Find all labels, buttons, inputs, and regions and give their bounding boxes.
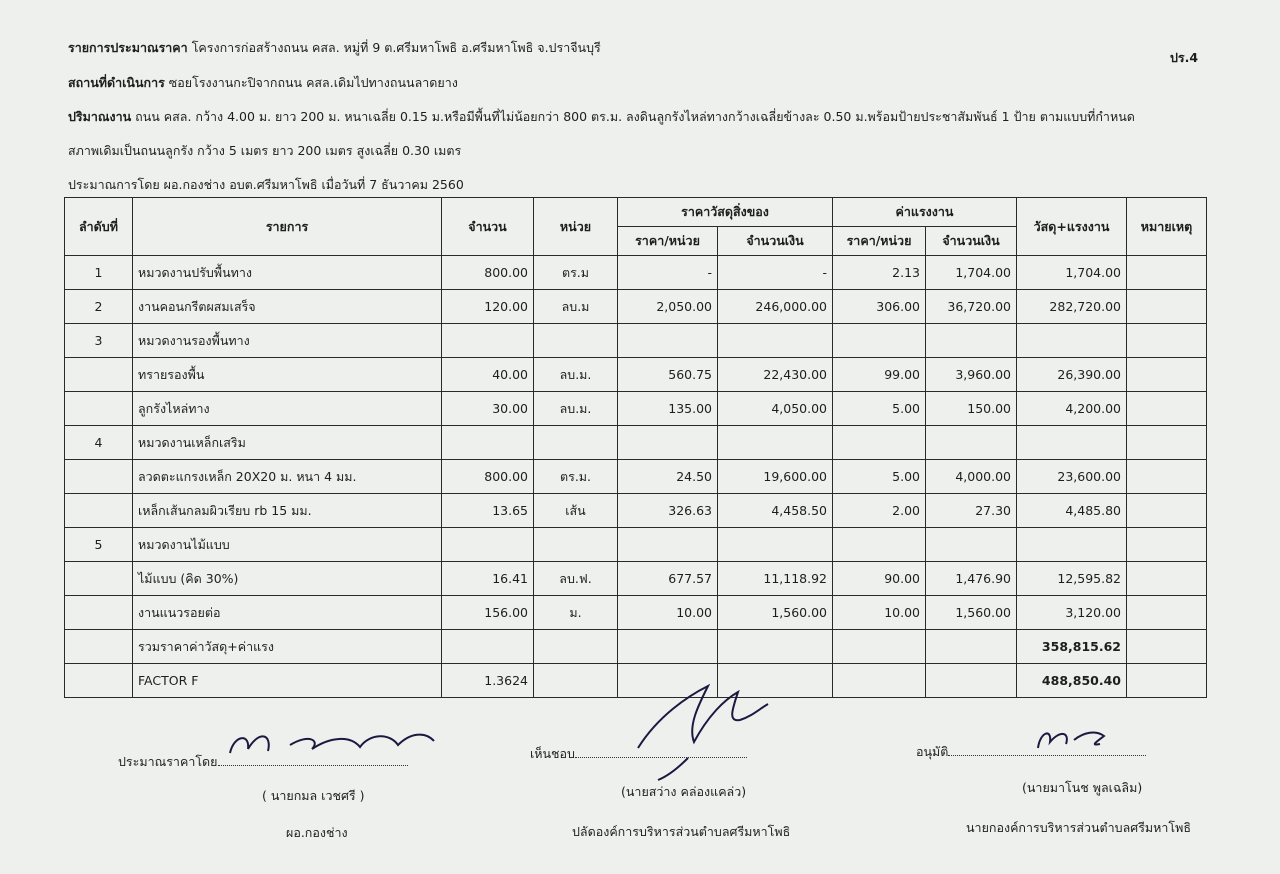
row-item: หมวดงานรองพื้นทาง bbox=[133, 324, 442, 358]
material-group-header: ราคาวัสดุสิ่งของ bbox=[618, 198, 833, 227]
row-mat-amount bbox=[718, 528, 833, 562]
row-lab-price bbox=[833, 324, 926, 358]
sum-blank bbox=[442, 630, 534, 664]
row-lab-price bbox=[833, 426, 926, 460]
row-qty: 16.41 bbox=[442, 562, 534, 596]
row-remark bbox=[1127, 392, 1207, 426]
row-unit bbox=[534, 528, 618, 562]
row-remark bbox=[1127, 460, 1207, 494]
row-item: งานแนวรอยต่อ bbox=[133, 596, 442, 630]
row-lab-amount bbox=[926, 324, 1017, 358]
doc-code: ปร.4 bbox=[1170, 50, 1199, 65]
row-total bbox=[1017, 528, 1127, 562]
row-lab-price: 2.00 bbox=[833, 494, 926, 528]
row-no bbox=[65, 392, 133, 426]
header-line-4: สภาพเดิมเป็นถนนลูกรัง กว้าง 5 เมตร ยาว 200 เมตร สูงเฉลี่ย 0.30 เมตร bbox=[68, 143, 462, 158]
row-mat-price: 10.00 bbox=[618, 596, 718, 630]
row-lab-amount: 27.30 bbox=[926, 494, 1017, 528]
approver2-label: อนุมัติ bbox=[916, 744, 949, 759]
row-lab-price: 99.00 bbox=[833, 358, 926, 392]
sum-blank bbox=[618, 630, 718, 664]
approver1-name: (นายสว่าง คล่องแคล่ว) bbox=[621, 784, 747, 799]
header-line-2-text: ซอยโรงงานกะปิจากถนน คสล.เดิมไปทางถนนลาดยาง bbox=[168, 75, 458, 90]
row-total: 1,704.00 bbox=[1017, 256, 1127, 290]
table-row bbox=[65, 528, 1207, 562]
header-line-1 bbox=[68, 38, 601, 58]
table-row bbox=[65, 562, 1207, 596]
row-remark bbox=[1127, 256, 1207, 290]
factor-blank bbox=[926, 664, 1017, 698]
table-row bbox=[65, 358, 1207, 392]
row-lab-amount: 1,560.00 bbox=[926, 596, 1017, 630]
header-line-5: ประมาณการโดย ผอ.กองช่าง อบต.ศรีมหาโพธิ เมื่อวันที่ 7 ธันวาคม 2560 bbox=[68, 177, 464, 192]
row-remark bbox=[1127, 290, 1207, 324]
sum-row-blank bbox=[65, 630, 133, 664]
row-unit: ม. bbox=[534, 596, 618, 630]
sum-blank bbox=[926, 630, 1017, 664]
row-total: 23,600.00 bbox=[1017, 460, 1127, 494]
row-lab-amount: 36,720.00 bbox=[926, 290, 1017, 324]
row-item: ลวดตะแกรงเหล็ก 20X20 ม. หนา 4 มม. bbox=[133, 460, 442, 494]
row-mat-amount: 1,560.00 bbox=[718, 596, 833, 630]
estimator-name: ( นายกมล เวชศรี ) bbox=[262, 788, 365, 803]
col-item-header: รายการ bbox=[133, 198, 442, 256]
sum-row bbox=[65, 630, 1207, 664]
col-total-header: วัสดุ+แรงงาน bbox=[1017, 198, 1127, 256]
row-mat-amount: - bbox=[718, 256, 833, 290]
estimator-signature bbox=[220, 715, 450, 765]
table-row bbox=[65, 290, 1207, 324]
boq-table bbox=[64, 197, 1207, 698]
estimator-dotted-line bbox=[218, 765, 408, 766]
row-mat-price: 24.50 bbox=[618, 460, 718, 494]
header-line-3 bbox=[68, 107, 1135, 127]
row-mat-price: 2,050.00 bbox=[618, 290, 718, 324]
row-qty: 800.00 bbox=[442, 460, 534, 494]
row-remark bbox=[1127, 528, 1207, 562]
table-row bbox=[65, 460, 1207, 494]
sum-blank bbox=[718, 630, 833, 664]
row-lab-amount: 4,000.00 bbox=[926, 460, 1017, 494]
table-row bbox=[65, 392, 1207, 426]
material-amount-header: จำนวนเงิน bbox=[718, 227, 833, 256]
row-qty: 120.00 bbox=[442, 290, 534, 324]
row-no: 1 bbox=[65, 256, 133, 290]
row-mat-amount: 4,050.00 bbox=[718, 392, 833, 426]
row-lab-amount: 3,960.00 bbox=[926, 358, 1017, 392]
row-mat-price bbox=[618, 528, 718, 562]
factor-blank bbox=[833, 664, 926, 698]
row-remark bbox=[1127, 562, 1207, 596]
factor-blank bbox=[1127, 664, 1207, 698]
row-lab-price: 2.13 bbox=[833, 256, 926, 290]
col-unit-header: หน่วย bbox=[534, 198, 618, 256]
row-total: 282,720.00 bbox=[1017, 290, 1127, 324]
row-total bbox=[1017, 426, 1127, 460]
boq-body bbox=[65, 256, 1207, 698]
sum-blank bbox=[534, 630, 618, 664]
row-mat-amount: 4,458.50 bbox=[718, 494, 833, 528]
row-qty bbox=[442, 324, 534, 358]
row-mat-amount: 19,600.00 bbox=[718, 460, 833, 494]
labor-amount-header: จำนวนเงิน bbox=[926, 227, 1017, 256]
row-no: 2 bbox=[65, 290, 133, 324]
factor-blank bbox=[534, 664, 618, 698]
table-row bbox=[65, 256, 1207, 290]
row-remark bbox=[1127, 596, 1207, 630]
row-no: 4 bbox=[65, 426, 133, 460]
row-total: 4,485.80 bbox=[1017, 494, 1127, 528]
row-mat-price bbox=[618, 324, 718, 358]
sum-blank bbox=[1127, 630, 1207, 664]
sum-blank bbox=[833, 630, 926, 664]
row-qty bbox=[442, 426, 534, 460]
row-lab-price: 5.00 bbox=[833, 460, 926, 494]
row-no bbox=[65, 358, 133, 392]
approver2-name: (นายมาโนช พูลเฉลิม) bbox=[1022, 780, 1143, 795]
row-no: 5 bbox=[65, 528, 133, 562]
table-row bbox=[65, 494, 1207, 528]
row-qty: 800.00 bbox=[442, 256, 534, 290]
row-no bbox=[65, 562, 133, 596]
factor-total: 488,850.40 bbox=[1017, 664, 1127, 698]
row-unit: ลบ.ม. bbox=[534, 392, 618, 426]
row-total: 26,390.00 bbox=[1017, 358, 1127, 392]
material-unit-price-header: ราคา/หน่วย bbox=[618, 227, 718, 256]
row-lab-price: 90.00 bbox=[833, 562, 926, 596]
row-remark bbox=[1127, 494, 1207, 528]
row-lab-amount bbox=[926, 528, 1017, 562]
estimator-label: ประมาณราคาโดย bbox=[118, 754, 218, 769]
row-unit bbox=[534, 426, 618, 460]
row-mat-amount bbox=[718, 324, 833, 358]
row-unit: ลบ.ม bbox=[534, 290, 618, 324]
row-lab-price bbox=[833, 528, 926, 562]
row-unit: ตร.ม. bbox=[534, 460, 618, 494]
sum-total: 358,815.62 bbox=[1017, 630, 1127, 664]
row-no bbox=[65, 460, 133, 494]
row-no bbox=[65, 596, 133, 630]
row-mat-price: - bbox=[618, 256, 718, 290]
header-row-1 bbox=[65, 198, 1207, 227]
row-item: หมวดงานเหล็กเสริม bbox=[133, 426, 442, 460]
row-lab-amount: 150.00 bbox=[926, 392, 1017, 426]
table-row bbox=[65, 426, 1207, 460]
row-lab-price: 306.00 bbox=[833, 290, 926, 324]
row-mat-price: 135.00 bbox=[618, 392, 718, 426]
row-lab-price: 10.00 bbox=[833, 596, 926, 630]
row-total bbox=[1017, 324, 1127, 358]
row-item: ไม้แบบ (คิด 30%) bbox=[133, 562, 442, 596]
row-lab-amount: 1,704.00 bbox=[926, 256, 1017, 290]
header-line-2 bbox=[68, 73, 458, 93]
table-row bbox=[65, 596, 1207, 630]
row-remark bbox=[1127, 426, 1207, 460]
row-no: 3 bbox=[65, 324, 133, 358]
row-qty: 156.00 bbox=[442, 596, 534, 630]
sum-label: รวมราคาค่าวัสดุ+ค่าแรง bbox=[133, 630, 442, 664]
row-item: ลูกรังไหล่ทาง bbox=[133, 392, 442, 426]
row-mat-amount: 11,118.92 bbox=[718, 562, 833, 596]
table-row bbox=[65, 324, 1207, 358]
approver2-title: นายกองค์การบริหารส่วนตำบลศรีมหาโพธิ bbox=[966, 820, 1192, 835]
estimator-title: ผอ.กองช่าง bbox=[286, 825, 348, 840]
row-no bbox=[65, 494, 133, 528]
row-lab-price: 5.00 bbox=[833, 392, 926, 426]
row-item: งานคอนกรีตผสมเสร็จ bbox=[133, 290, 442, 324]
factor-value: 1.3624 bbox=[442, 664, 534, 698]
row-total: 4,200.00 bbox=[1017, 392, 1127, 426]
factor-label: FACTOR F bbox=[133, 664, 442, 698]
row-qty: 40.00 bbox=[442, 358, 534, 392]
row-unit: ลบ.ม. bbox=[534, 358, 618, 392]
row-unit: ตร.ม bbox=[534, 256, 618, 290]
row-unit: เส้น bbox=[534, 494, 618, 528]
row-unit bbox=[534, 324, 618, 358]
row-mat-amount: 22,430.00 bbox=[718, 358, 833, 392]
row-remark bbox=[1127, 358, 1207, 392]
row-qty: 30.00 bbox=[442, 392, 534, 426]
approver1-signature bbox=[628, 676, 778, 786]
factor-row-blank bbox=[65, 664, 133, 698]
row-qty: 13.65 bbox=[442, 494, 534, 528]
row-mat-amount: 246,000.00 bbox=[718, 290, 833, 324]
labor-unit-price-header: ราคา/หน่วย bbox=[833, 227, 926, 256]
row-qty bbox=[442, 528, 534, 562]
col-qty-header: จำนวน bbox=[442, 198, 534, 256]
row-item: หมวดงานไม้แบบ bbox=[133, 528, 442, 562]
row-remark bbox=[1127, 324, 1207, 358]
labor-group-header: ค่าแรงงาน bbox=[833, 198, 1017, 227]
approver2-signature bbox=[1030, 718, 1120, 758]
row-lab-amount: 1,476.90 bbox=[926, 562, 1017, 596]
row-item: เหล็กเส้นกลมผิวเรียบ rb 15 มม. bbox=[133, 494, 442, 528]
col-remark-header: หมายเหตุ bbox=[1127, 198, 1207, 256]
row-item: หมวดงานปรับพื้นทาง bbox=[133, 256, 442, 290]
row-mat-price: 560.75 bbox=[618, 358, 718, 392]
col-no-header: ลำดับที่ bbox=[65, 198, 133, 256]
header-line-1-text: โครงการก่อสร้างถนน คสล. หมู่ที่ 9 ต.ศรีมหาโพธิ อ.ศรีมหาโพธิ จ.ปราจีนบุรี bbox=[191, 40, 601, 55]
row-mat-price bbox=[618, 426, 718, 460]
row-total: 12,595.82 bbox=[1017, 562, 1127, 596]
row-mat-amount bbox=[718, 426, 833, 460]
header-line-3-label: ปริมาณงาน bbox=[68, 109, 132, 124]
row-unit: ลบ.ฟ. bbox=[534, 562, 618, 596]
header-line-3-text: ถนน คสล. กว้าง 4.00 ม. ยาว 200 ม. หนาเฉลี่ย 0.15 ม.หรือมีพื้นที่ไม่น้อยกว่า 800 ตร.ม. ลงดินลูกรังไหล่ทางกว้างเฉลี่ยข้างละ 0.50 ม.พร้อมป้ายประชาสัมพันธ์ 1 ป้าย ตามแบบที่กำหนด bbox=[135, 109, 1135, 124]
row-total: 3,120.00 bbox=[1017, 596, 1127, 630]
row-lab-amount bbox=[926, 426, 1017, 460]
row-mat-price: 326.63 bbox=[618, 494, 718, 528]
approver1-title: ปลัดองค์การบริหารส่วนตำบลศรีมหาโพธิ bbox=[572, 824, 791, 839]
approver1-label: เห็นชอบ bbox=[530, 746, 575, 761]
row-mat-price: 677.57 bbox=[618, 562, 718, 596]
header-line-1-label: รายการประมาณราคา bbox=[68, 40, 188, 55]
row-item: ทรายรองพื้น bbox=[133, 358, 442, 392]
header-line-2-label: สถานที่ดำเนินการ bbox=[68, 75, 165, 90]
